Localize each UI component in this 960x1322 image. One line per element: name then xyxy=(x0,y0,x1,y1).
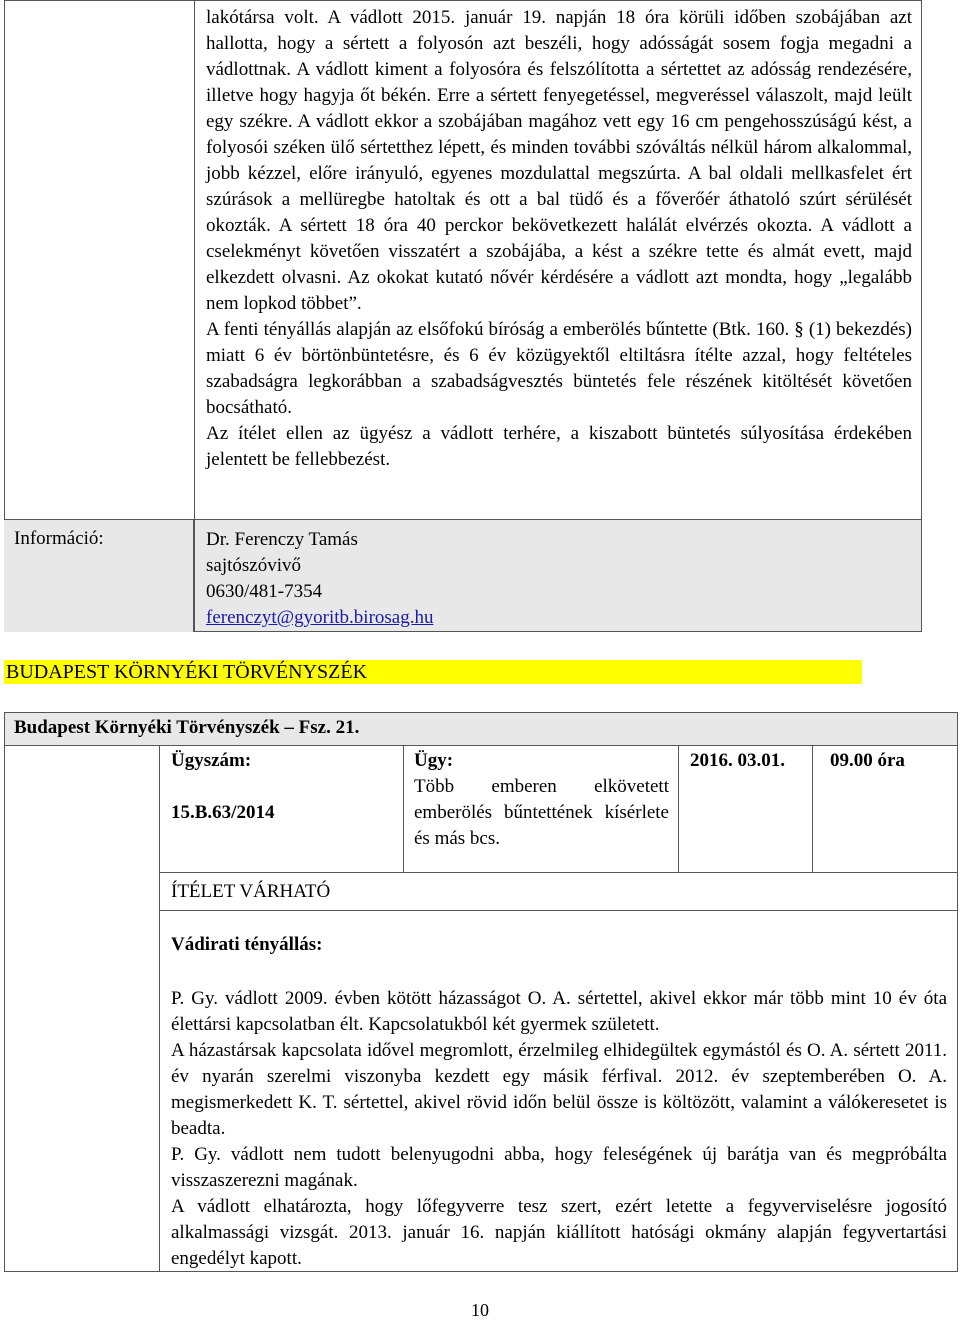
page-number: 10 xyxy=(471,1300,489,1320)
facts-label: Vádirati tényállás: xyxy=(171,934,323,955)
case-table-divider-c xyxy=(812,746,813,872)
matter-label: Ügy: xyxy=(414,750,454,771)
case-table-left-divider xyxy=(159,746,160,1272)
contact-role: sajtószóvivő xyxy=(206,555,301,576)
case-status: ÍTÉLET VÁRHATÓ xyxy=(171,881,331,902)
contact-email-link[interactable]: ferenczyt@gyoritb.birosag.hu xyxy=(206,607,434,628)
hearing-date: 2016. 03.01. xyxy=(690,750,785,771)
case-table-divider-b xyxy=(678,746,679,872)
indictment-narrative xyxy=(171,986,947,1272)
court-heading: BUDAPEST KÖRNYÉKI TÖRVÉNYSZÉK xyxy=(6,661,368,683)
paragraph-appeal: Az ítélet ellen az ügyész a vádlott terhére, a kiszabott büntetés súlyosítása érdekében jelentett be fellebbezést. xyxy=(206,423,912,470)
case-table-row-divider-1 xyxy=(159,872,958,873)
contact-phone: 0630/481-7354 xyxy=(206,581,323,602)
narrative-paragraph: P. Gy. vádlott 2009. évben kötött házasságot O. A. sértettel, akivel ekkor már több mint 10 év óta élettársi kapcsolatban élt. Kapcsolatukból két gyermek született. xyxy=(171,988,947,1035)
verdict-text xyxy=(206,5,912,473)
case-number-label: Ügyszám: xyxy=(171,750,252,771)
narrative-paragraph: P. Gy. vádlott nem tudott belenyugodni abba, hogy feleségének új barátja van és megpróbálta visszaszerezni magának. xyxy=(171,1144,947,1191)
contact-name: Dr. Ferenczy Tamás xyxy=(206,529,358,550)
case-table-divider-a xyxy=(403,746,404,872)
case-table-row-divider-2 xyxy=(159,910,958,911)
top-table-row-divider xyxy=(4,519,922,520)
paragraph-facts: lakótársa volt. A vádlott 2015. január 19. napján 18 óra körüli időben szobájában azt hallotta, hogy a sértett a folyosón azt beszéli, hogy adósságát sosem fogja megadni a vádlottnak. A vádlott kiment a folyosóra és felszólította a sértettet az adósság rendezésére, illetve hogy hagyja őt békén. Erre a sértett fenyegetéssel, megveréssel válaszolt, majd leült egy székre. A vádlott ekkor a szobájában magához vett egy 16 cm pengehosszúságú kést, a folyosói széken ülő sértetthez lépett, és minden további szóváltás nélkül három alkalommal, jobb kézzel, előre irányuló, egyenes mozdulattal megszúrta. A bal oldali mellkasfelet ért szúrások a mellüregbe hatoltak és ott a bal tüdő és a főverőér áthatoló szúrt sérülését okozták. A sértett 18 óra 40 perckor bekövetkezett halálát elvérzés okozta. A vádlott a cselekményt követően visszatért a szobájába, a kést a székre tette és almát evett, majd elkezdett olvasni. Az okokat kutató nővér kérdésére a vádlott azt mondta, hogy „legalább nem lopkod többet”. xyxy=(206,7,912,314)
contact-block xyxy=(206,527,433,631)
narrative-paragraph: A vádlott elhatározta, hogy lőfegyverre tesz szert, ezért letette a fegyverviselésre jogosító alkalmassági vizsgát. 2013. január 16. napján kiállított hatósági okmány alapján fegyvertartási engedélyt kapott. xyxy=(171,1196,947,1269)
case-number: 15.B.63/2014 xyxy=(171,802,275,823)
hearing-time: 09.00 óra xyxy=(830,750,905,771)
info-label: Információ: xyxy=(14,528,104,549)
paragraph-judgment: A fenti tényállás alapján az elsőfokú bíróság a emberölés bűntette (Btk. 160. § (1) bekezdés) miatt 6 év börtönbüntetésre, és 6 év közügyektől eltiltásra ítélte azzal, hogy feltételes szabadságra legkorábban a szabadságvesztés büntetés fele részének kitöltését követően bocsátható. xyxy=(206,319,912,418)
top-table-divider xyxy=(194,0,195,632)
matter-text: Több emberen elkövetett emberölés bűntettének kísérlete és más bcs. xyxy=(414,776,669,849)
narrative-paragraph: A házastársak kapcsolata idővel megromlott, érzelmileg elhidegültek egymástól és O. A. sértett 2011. év nyarán szerelmi viszonyba kezdett egy másik férfival. 2012. év szeptemberében O. A. megismerkedett K. T. sértettel, akivel rövid időn belül össze is költözött, valamint a válókeresetet is beadta. xyxy=(171,1040,947,1139)
case-table-header-text: Budapest Környéki Törvényszék – Fsz. 21. xyxy=(14,717,360,738)
